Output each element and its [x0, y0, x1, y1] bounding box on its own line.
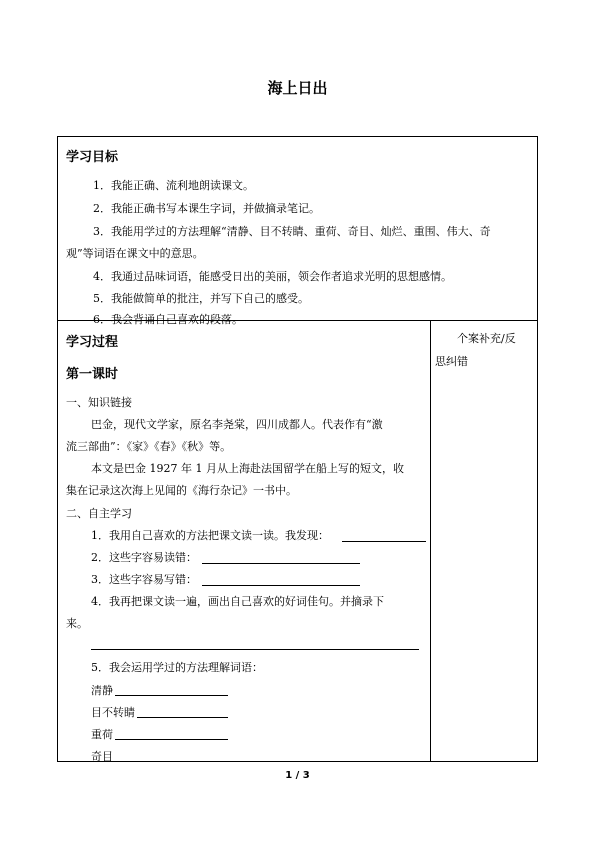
- goal-item: 4．我通过品味词语，能感受日出的美丽，领会作者追求光明的思想感情。: [93, 270, 452, 283]
- vocab-word: 奇目: [91, 750, 113, 763]
- paragraph-background: 本文是巴金 1927 年 1 月从上海赴法国留学在船上写的短文，收: [91, 462, 404, 475]
- question-4-continued: 来。: [66, 617, 88, 630]
- answer-blank-3[interactable]: [202, 585, 360, 586]
- answer-blank-4[interactable]: [91, 649, 419, 650]
- vocab-word: 重荷: [91, 728, 113, 741]
- vocab-blank[interactable]: [115, 761, 228, 762]
- paragraph-background-continued: 集在记录这次海上见闻的《海行杂记》一书中。: [66, 484, 297, 497]
- goal-item: 5．我能做简单的批注，并写下自己的感受。: [93, 292, 309, 305]
- question-5: 5．我会运用学过的方法理解词语：: [91, 661, 263, 674]
- goals-section: [57, 136, 538, 326]
- question-2: 2．这些字容易读错：: [91, 551, 197, 564]
- goal-item-continued: 观”等词语在课文中的意思。: [66, 247, 204, 260]
- side-note-heading: [435, 327, 516, 373]
- goal-item: 1．我能正确、流利地朗读课文。: [93, 179, 254, 192]
- question-3: 3．这些字容易写错：: [91, 573, 197, 586]
- section-self-study: 二、自主学习: [66, 507, 132, 520]
- vocab-word: 清静: [91, 684, 113, 697]
- goal-item: 2．我能正确书写本课生字词，并做摘录笔记。: [93, 202, 320, 215]
- process-section: [57, 320, 538, 762]
- side-note-line: 思纠错: [435, 355, 468, 368]
- question-1: 1．我用自己喜欢的方法把课文读一读。我发现：: [91, 529, 329, 542]
- answer-blank-2[interactable]: [202, 563, 360, 564]
- answer-blank-1[interactable]: [342, 541, 426, 542]
- goal-item: 6．我会背诵自己喜欢的段落。: [93, 313, 243, 326]
- process-heading: 学习过程: [66, 335, 119, 350]
- column-divider: [430, 321, 431, 761]
- paragraph-author-continued: 流三部曲”：《家》《春》《秋》等。: [66, 440, 232, 453]
- side-note-line: 个案补充/反: [457, 332, 516, 345]
- vocab-word: 目不转睛: [91, 706, 135, 719]
- lesson-heading: 第一课时: [66, 367, 119, 382]
- question-4: 4．我再把课文读一遍，画出自己喜欢的好词佳句。并摘录下: [91, 595, 384, 608]
- section-knowledge-link: 一、知识链接: [66, 396, 132, 409]
- vocab-blank[interactable]: [115, 739, 228, 740]
- page-title: 海上日出: [267, 79, 328, 97]
- vocab-blank[interactable]: [115, 695, 228, 696]
- goals-heading: 学习目标: [66, 150, 119, 165]
- vocab-blank[interactable]: [137, 717, 228, 718]
- goal-item: 3．我能用学过的方法理解“清静、目不转睛、重荷、奇目、灿烂、重围、伟大、奇: [93, 225, 491, 238]
- page-number: 1 / 3: [285, 770, 310, 781]
- paragraph-author: 巴金，现代文学家，原名李尧棠，四川成都人。代表作有“激: [91, 418, 383, 431]
